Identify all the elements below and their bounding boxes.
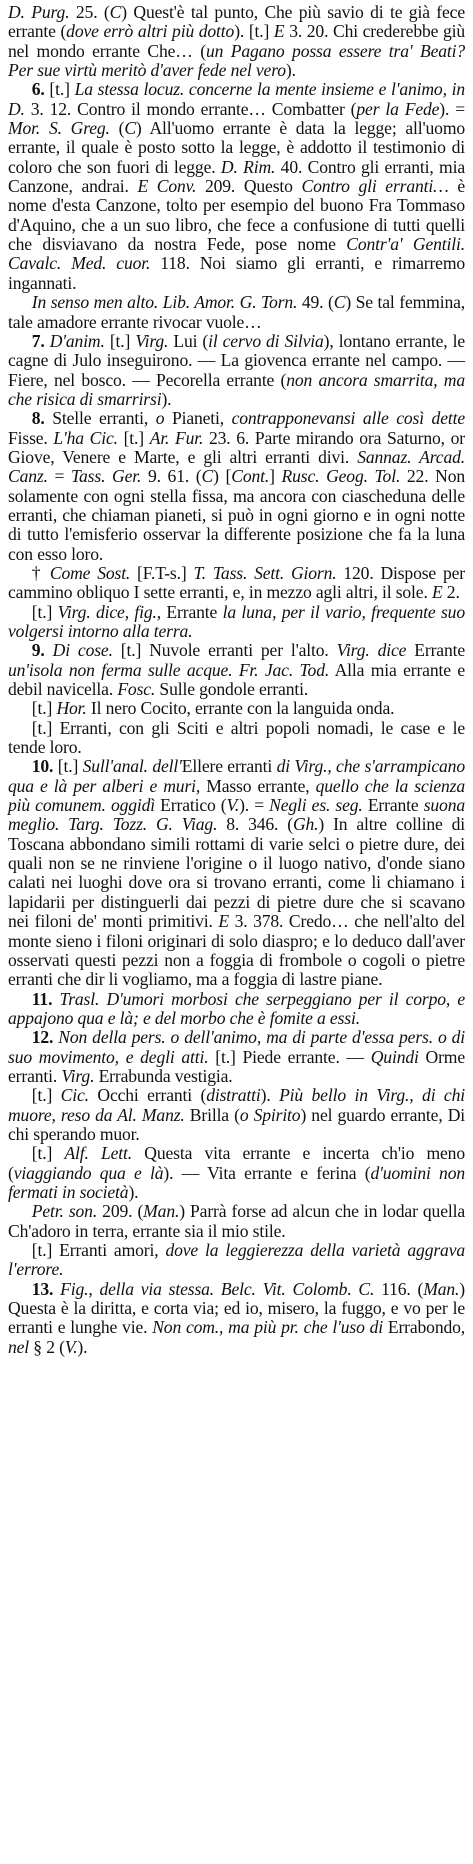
entry-text — [8, 3, 465, 1357]
paragraph: 13. Fig., della via stessa. Belc. Vit. Colomb. C. 116. (Man.) Questa è la diritta, e corta via; ed io, misero, la fuggo, e vo per le erranti e lunghe vie. Non com., ma più pr. che l'uso di Errabondo, nel § 2 (V.). — [8, 1278, 466, 1357]
paragraph: 8. Stelle erranti, o Pianeti, contrapponevansi alle così dette Fisse. L'ha Cic. [t.] Ar. Fur. 23. 6. Parte mirando ora Saturno, or Giove, Venere e Marte, e gli altri erranti divi. Sannaz. Arcad. Canz. = Tass. Ger. 9. 61. (C) [Cont.] Rusc. Geog. Tol. 22. Non solamente con ogni stella fissa, ma ancora con ciascheduna delle erranti, che chiaman pianeti, si può in ogni giorno e in ogni notte di tutto l'emisferio osservar la differente posizione che fa la luna con esso loro. — [8, 408, 466, 564]
paragraph: [t.] Alf. Lett. Questa vita errante e incerta ch'io meno (viaggiando qua e là). — Vita errante e ferina (d'uomini non fermati in società). — [8, 1143, 465, 1202]
paragraph: In senso men alto. Lib. Amor. G. Torn. 49. (C) Se tal femmina, tale amadore errante rivocar vuole… — [8, 292, 465, 332]
paragraph: 6. [t.] La stessa locuz. concerne la mente insieme e l'animo, in D. 3. 12. Contro il mondo errante… Combatter (per la Fede). = Mor. S. Greg. (C) All'uomo errante è data la legge; all'uomo errante, il quale è posto sotto la legge, è addotto il testimonio di coloro che son fuori di legge. D. Rim. 40. Contro gli erranti, mia Canzone, andrai. E Conv. 209. Questo Contro gli erranti… è nome d'esta Canzone, tolto per esempio del buono Fra Tommaso d'Aquino, che a un suo libro, che fece a confusione di tutti quelli che disviavano da nostra Fede, pose nome Contr'a' Gentili. Cavalc. Med. cuor. 118. Noi siamo gli erranti, e rimarremo ingannati. — [8, 79, 465, 293]
paragraph: [t.] Hor. Il nero Cocito, errante con la languida onda. — [31, 698, 395, 719]
paragraph: † Come Sost. [F.T-s.] T. Tass. Sett. Giorn. 120. Dispose per cammino obliquo I sette erranti, e, in mezzo agli altri, il sole. E 2. — [8, 562, 465, 603]
paragraph: [t.] Erranti, con gli Sciti e altri popoli nomadi, le case e le tende loro. — [8, 717, 465, 758]
paragraph: Petr. son. 209. (Man.) Parrà forse ad alcun che in lodar quella Ch'adoro in terra, errante sia il mio stile. — [8, 1201, 465, 1241]
paragraph: 7. D'anim. [t.] Virg. Lui (il cervo di Silvia), lontano errante, le cagne di Julo inseguirono. — La giovenca errante nel campo. — Fiere, nel bosco. — Pecorella errante (non ancora smarrita, ma che risica di smarrirsi). — [8, 330, 466, 409]
paragraph: [t.] Virg. dice, fig., Errante la luna, per il vario, frequente suo volgersi intorno alla terra. — [8, 601, 465, 641]
paragraph: 12. Non della pers. o dell'animo, ma di parte d'essa pers. o di suo movimento, e degli atti. [t.] Piede errante. — Quindi Orme erranti. Virg. Errabunda vestigia. — [8, 1027, 465, 1086]
paragraph: [t.] Erranti amori, dove la leggierezza della varietà aggrava l'errore. — [8, 1240, 466, 1280]
paragraph: 11. Trasl. D'umori morbosi che serpeggiano per il corpo, e appajono qua e là; e del morbo che è fomite a essi. — [8, 988, 465, 1028]
paragraph: [t.] Cic. Occhi erranti (distratti). Più bello in Virg., di chi muore, reso da Al. Manz. Brilla (o Spirito) nel guardo errante, Di chi sperando muor. — [8, 1085, 465, 1144]
paragraph: 10. [t.] Sull'anal. dell'Ellere erranti di Virg., che s'arrampicano qua e là per alberi e muri, Masso errante, quello che la scienza più comunem. oggidì Erratico (V.). = Negli es. seg. Errante suona meglio. Targ. Tozz. G. Viag. 8. 346. (Gh.) In altre colline di Toscana abbondano simili rottami di varie selci o pietre dure, dei quali non se ne rinviene l'origine o il luogo nativo, d'onde siano calati nei luoghi dove ora si trovano erranti, come li chiamano i lapidarii per distinguerli dai pezzi di pietre dure che si scavano nei filoni de' monti primitivi. E 3. 378. Credo… che nell'alto del monte sieno i filoni originari di solo diaspro; e lo deduco dall'aver osservati questi pezzi non a foggia di frombole o cogoli o pietre erranti che dir li vogliamo, ma a foggia di lastre piane. — [8, 756, 465, 990]
paragraph: D. Purg. 25. (C) Quest'è tal punto, Che più savio di te già fece errante (dove errò altri più dotto). [t.] E 3. 20. Chi crederebbe giù nel mondo errante Che… (un Pagano possa essere tra' Beati? Per sue virtù meritò d'aver fede nel vero). — [8, 2, 465, 81]
paragraph: 9. Di cose. [t.] Nuvole erranti per l'alto. Virg. dice Errante un'isola non ferma sulle acque. Fr. Jac. Tod. Alla mia errante e debil navicella. Fosc. Sulle gondole erranti. — [8, 640, 466, 700]
